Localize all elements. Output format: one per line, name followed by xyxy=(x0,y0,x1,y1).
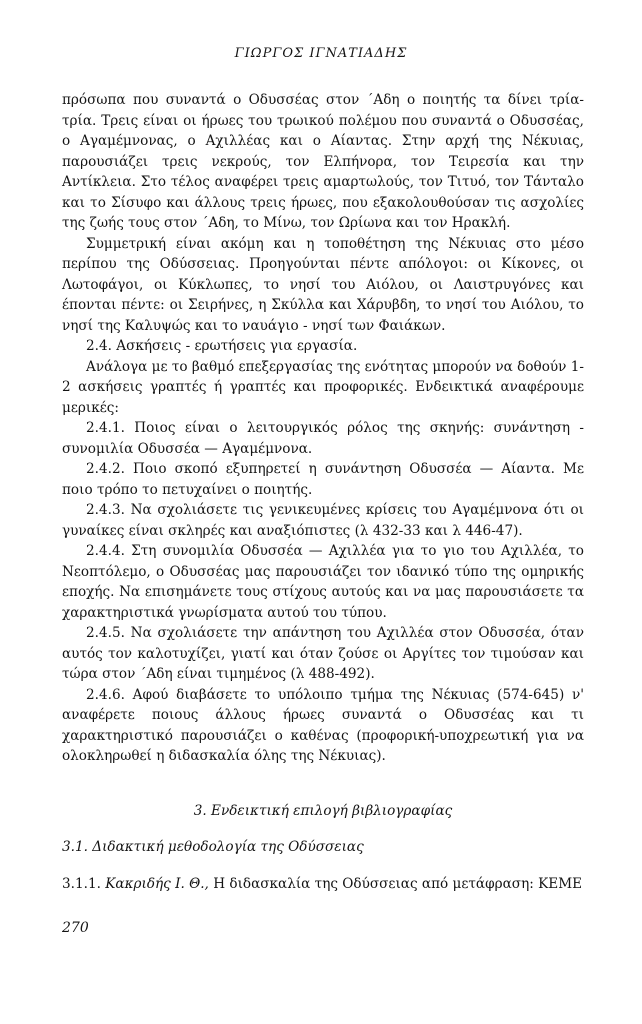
exercise-item: 2.4.4. Στη συνομιλία Οδυσσέα — Αχιλλέα για το γιο του Αχιλλέα, το Νεοπτόλεμο, ο Οδυσσέας μας παρουσιάζει τον ιδανικό τύπο της ομηρικής εποχής. Να επισημάνετε τους στίχους αυτούς και να μας παρουσιάσετε τα χαρακτηριστικά γνωρίσματα αυτού του τύπου. xyxy=(62,543,584,621)
section-heading: 3. Ενδεικτική επιλογή βιβλιογραφίας xyxy=(193,802,453,819)
reference-title: Η διδασκαλία της Οδύσσειας από μετάφραση: ΚΕΜΕ xyxy=(213,875,583,892)
exercise-item: 2.4.6. Αφού διαβάσετε το υπόλοιπο τμήμα της Νέκυιας (574-645) ν' αναφέρετε ποιους άλλους ήρωες συναντά ο Οδυσσέας και τι χαρακτηριστικό παρουσιάζει ο καθένας (προφορική-υποχρεωτική για να ολοκληρωθεί η διδασκαλία όλης της Νέκυιας). xyxy=(62,686,584,764)
exercise-item: 2.4.2. Ποιο σκοπό εξυπηρετεί η συνάντηση Οδυσσέα — Αίαντα. Με ποιο τρόπο το πετυχαίνει ο ποιητής. xyxy=(62,461,584,498)
paragraph-symmetry: Συμμετρική είναι ακόμη και η τοποθέτηση της Νέκυιας στο μέσο περίπου της Οδύσσειας. Προηγούνται πέντε απόλογοι: οι Κίκονες, οι Λωτοφάγοι, οι Κύκλωπες, το νησί του Αιόλου, οι Λαιστρυγόνες και έπονται πέντε: οι Σειρήνες, η Σκύλλα και Χάρυβδη, το νησί του Αιόλου, το νησί της Καλυψώς και το ναυάγιο - νησί των Φαιάκων. xyxy=(62,235,584,334)
page-number: 270 xyxy=(62,920,89,936)
page-body xyxy=(62,90,584,894)
exercise-item: 2.4.3. Να σχολιάσετε τις γενικευμένες κρίσεις του Αγαμέμνονα ότι οι γυναίκες είναι σκληρές και αναξιόπιστες (λ 432-33 και λ 446-47). xyxy=(62,502,584,539)
reference-number: 3.1.1. xyxy=(62,875,101,892)
exercise-item: 2.4.1. Ποιος είναι ο λειτουργικός ρόλος της σκηνής: συνάντηση - συνομιλία Οδυσσέα — Αγαμέμνονα. xyxy=(62,420,584,457)
heading-exercises: 2.4. Ασκήσεις - ερωτήσεις για εργασία. xyxy=(86,338,358,354)
running-head: ΓΙΩΡΓΟΣ ΙΓΝΑΤΙΑΔΗΣ xyxy=(234,46,408,61)
exercise-item: 2.4.5. Να σχολιάσετε την απάντηση του Αχιλλέα στον Οδυσσέα, όταν αυτός τον καλοτυχίζει, γιατί και όταν ζούσε οι Αργίτες τον τιμούσαν και τώρα στον ΄Αδη είναι τιμημένος (λ 488-492). xyxy=(62,625,584,682)
paragraph-exercises-intro: Ανάλογα με το βαθμό επεξεργασίας της ενότητας μπορούν να δοθούν 1-2 ασκήσεις γραπτές ή γραπτές και προφορικές. Ενδεικτικά αναφέρουμε μερικές: xyxy=(62,358,584,416)
paragraph-continuation: πρόσωπα που συναντά ο Οδυσσέας στον ΄Αδη ο ποιητής τα δίνει τρία-τρία. Τρεις είναι οι ήρωες του τρωικού πολέμου που συναντά ο Οδυσσέας, ο Αγαμέμνονας, ο Αχιλλέας και ο Αίαντας. Στην αρχή της Νέκυιας, παρουσιάζει τρεις νεκρούς, τον Ελπήνορα, τον Τειρεσία και την Αντίκλεια. Στο τέλος αναφέρει τρεις αμαρτωλούς, τον Τιτυό, τον Τάνταλο και το Σίσυφο και άλλους τρεις ήρωες, που εξακολουθούσαν τις ασχολίες της ζωής τους στον ΄Αδη, το Μίνω, τον Ωρίωνα και τον Ηρακλή. xyxy=(62,92,584,231)
bibliography-entry xyxy=(62,874,584,895)
subsection-heading: 3.1. Διδακτική μεθοδολογία της Οδύσσειας xyxy=(62,839,364,855)
reference-author: Κακριδής Ι. Θ., xyxy=(105,875,209,892)
